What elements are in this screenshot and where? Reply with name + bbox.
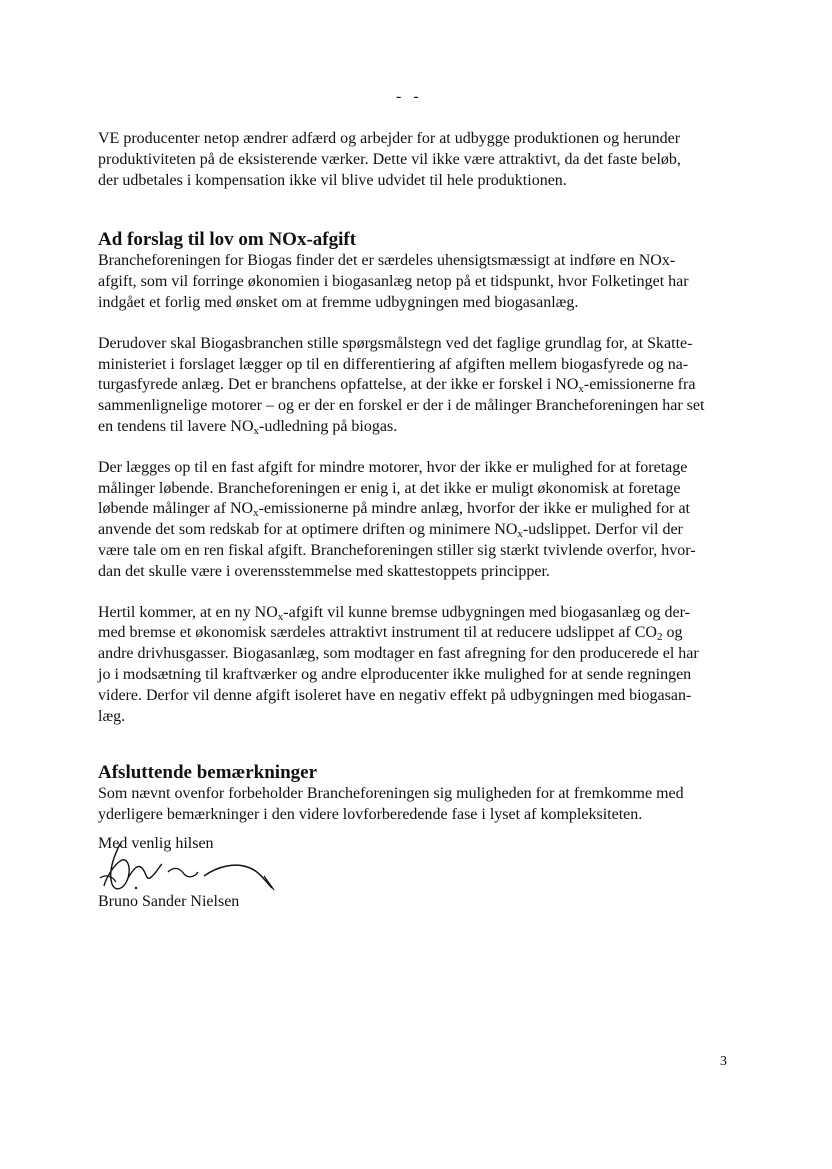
text-fragment: Hertil kommer, at en ny NO: [98, 603, 278, 621]
text-line: produktiviteten på de eksisterende værker. Dette vil ikke være attraktivt, da det faste beløb,: [98, 150, 681, 168]
subscript-x: x: [253, 424, 259, 437]
paragraph-climate-impact: [98, 603, 738, 728]
text-line: [98, 499, 738, 520]
text-line: andre drivhusgasser. Biogasanlæg, som modtager en fast afregning for den producerede el har: [98, 645, 699, 663]
signer-name: Bruno Sander Nielsen: [98, 893, 240, 910]
text-line: sammenlignelige motorer – og er der en forskel er der i de målinger Brancheforeningen har set: [98, 397, 705, 415]
text-line: målinger løbende. Brancheforeningen er enig i, at det ikke er muligt økonomisk at foretage: [98, 479, 681, 497]
handwritten-signature: [98, 838, 288, 900]
text-fragment: med bremse et økonomisk særdeles attraktivt instrument til at reducere udslippet af CO: [98, 624, 657, 642]
text-line: indgået et forlig med ønsket om at fremme udbygningen med biogasanlæg.: [98, 293, 579, 311]
text-line: være tale om en ren fiskal afgift. Brancheforeningen stiller sig stærkt tvivlende overfor, hvor-: [98, 541, 696, 559]
subscript-x: x: [253, 507, 259, 520]
text-line: [98, 623, 738, 644]
text-line: ministeriet i forslaget lægger op til en differentiering af afgiften mellem biogasfyrede og na-: [98, 355, 689, 373]
text-line: [98, 417, 738, 438]
paragraph-fixed-tax: [98, 458, 738, 583]
text-line: der udbetales i kompensation ikke vil blive udvidet til hele produktionen.: [98, 171, 567, 189]
text-line: Der lægges op til en fast afgift for mindre motorer, hvor der ikke er mulighed for at foretage: [98, 458, 688, 476]
paragraph-intro: [98, 129, 738, 191]
subscript-x: x: [578, 383, 584, 396]
paragraph-differentiation: [98, 334, 738, 438]
text-fragment: turgasfyrede anlæg. Det er branchens opfattelse, at der ikke er forskel i NO: [98, 376, 579, 394]
text-line: dan det skulle være i overensstemmelse med skattestoppets principper.: [98, 562, 550, 580]
page-number: 3: [720, 1054, 727, 1069]
subscript-x: x: [517, 528, 523, 541]
text-line: VE producenter netop ændrer adfærd og arbejder for at udbygge produktionen og herunder: [98, 130, 681, 147]
text-line: videre. Derfor vil denne afgift isoleret have en negativ effekt på udbygningen med biogasan-: [98, 686, 692, 704]
text-line: [98, 520, 738, 541]
text-fragment: og: [662, 624, 683, 642]
text-line: læg.: [98, 707, 126, 725]
text-line: Derudover skal Biogasbranchen stille spørgsmålstegn ved det faglige grundlag for, at Skatte-: [98, 334, 693, 352]
text-fragment: -udslippet. Derfor vil der: [522, 521, 683, 539]
section-heading-nox-afgift: Ad forslag til lov om NOx-afgift: [98, 229, 357, 251]
closing-greeting: Med venlig hilsen: [98, 835, 214, 852]
text-fragment: -afgift vil kunne bremse udbygningen med biogasanlæg og der-: [283, 603, 690, 621]
text-line: jo i modsætning til kraftværker og andre elproducenter ikke mulighed for at sende regningen: [98, 665, 692, 683]
text-fragment: -emissionerne fra: [583, 376, 696, 394]
text-line: afgift, som vil forringe økonomien i biogasanlæg netop på et tidspunkt, hvor Folketinget har: [98, 273, 689, 291]
text-line: [98, 603, 738, 624]
text-fragment: anvende det som redskab for at optimere driften og minimere NO: [98, 521, 518, 539]
letter-body: [98, 129, 738, 826]
text-fragment: -udledning på biogas.: [259, 417, 398, 435]
subscript-x: x: [277, 610, 284, 623]
text-fragment: løbende målinger af NO: [98, 500, 254, 518]
text-line: Som nævnt ovenfor forbeholder Brancheforeningen sig muligheden for at fremkomme med: [98, 785, 684, 803]
text-line: [98, 375, 738, 396]
paragraph-closing-remarks: [98, 784, 738, 826]
text-fragment: en tendens til lavere NO: [98, 417, 254, 435]
text-line: Brancheforeningen for Biogas finder det er særdeles uhensigtsmæssigt at indføre en NOx-: [98, 252, 676, 270]
subscript-2: 2: [656, 631, 663, 644]
text-line: yderligere bemærkninger i den videre lovforberedende fase i lyset af kompleksiteten.: [98, 806, 643, 824]
section-heading-closing-remarks: Afsluttende bemærkninger: [98, 762, 318, 784]
header-mark: - -: [396, 88, 423, 105]
paragraph-nox-intro: [98, 251, 738, 313]
text-fragment: -emissionerne på mindre anlæg, hvorfor der ikke er mulighed for at: [258, 500, 690, 518]
